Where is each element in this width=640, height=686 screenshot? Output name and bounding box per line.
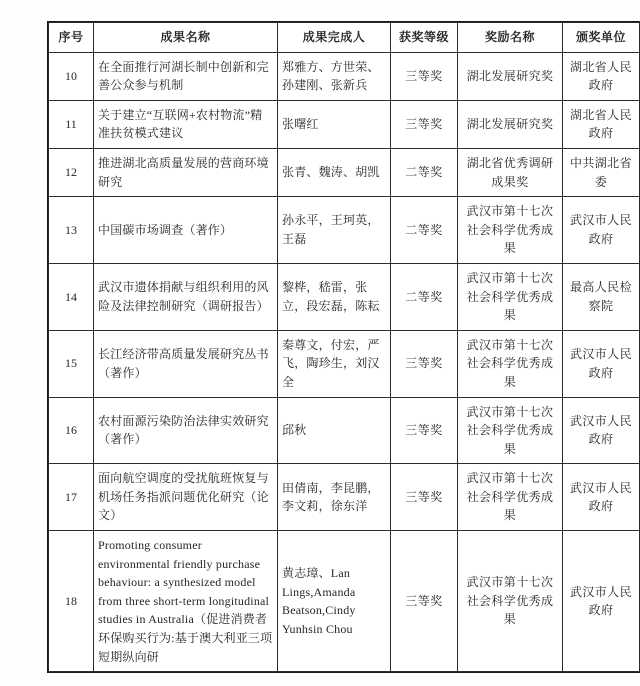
cell-sequence: 18 — [49, 531, 94, 672]
cell-sequence: 10 — [49, 52, 94, 100]
cell-sequence: 15 — [49, 330, 94, 397]
cell-sequence: 11 — [49, 100, 94, 148]
cell-authors: 秦尊文，付宏，严飞，陶珍生，刘汉全 — [278, 330, 391, 397]
column-header-grade: 获奖等级 — [391, 23, 458, 53]
cell-authors: 黎桦，嵇雷，张立，段宏磊，陈耘 — [278, 263, 391, 330]
table-row — [49, 197, 640, 264]
table-row — [49, 397, 640, 464]
column-header-title: 成果名称 — [94, 23, 278, 53]
table-row — [49, 330, 640, 397]
table-row — [49, 100, 640, 148]
column-header-award: 奖励名称 — [458, 23, 563, 53]
cell-award: 武汉市第十七次社会科学优秀成果 — [458, 464, 563, 531]
cell-sequence: 16 — [49, 397, 94, 464]
cell-title: 农村面源污染防治法律实效研究（著作） — [94, 397, 278, 464]
cell-award: 武汉市第十七次社会科学优秀成果 — [458, 197, 563, 264]
cell-organization: 武汉市人民政府 — [563, 464, 640, 531]
cell-authors: 张青、魏涛、胡凯 — [278, 148, 391, 196]
cell-sequence: 17 — [49, 464, 94, 531]
cell-award: 武汉市第十七次社会科学优秀成果 — [458, 397, 563, 464]
table-header — [49, 23, 640, 53]
cell-authors: 田倩南，李昆鹏，李文莉，徐东洋 — [278, 464, 391, 531]
column-header-sequence: 序号 — [49, 23, 94, 53]
cell-authors: 张曙红 — [278, 100, 391, 148]
award-results-table — [48, 22, 640, 672]
cell-grade: 三等奖 — [391, 531, 458, 672]
column-header-organization: 颁奖单位 — [563, 23, 640, 53]
cell-title: 在全面推行河湖长制中创新和完善公众参与机制 — [94, 52, 278, 100]
cell-authors: 孙永平，王珂英，王磊 — [278, 197, 391, 264]
cell-grade: 二等奖 — [391, 148, 458, 196]
column-header-authors: 成果完成人 — [278, 23, 391, 53]
table-row — [49, 52, 640, 100]
cell-authors: 邱秋 — [278, 397, 391, 464]
cell-award: 湖北发展研究奖 — [458, 100, 563, 148]
cell-organization: 湖北省人民政府 — [563, 52, 640, 100]
cell-award: 武汉市第十七次社会科学优秀成果 — [458, 531, 563, 672]
cell-authors: 黄志璋、Lan Lings,Amanda Beatson,Cindy Yunhsin Chou — [278, 531, 391, 672]
cell-title: 推进湖北高质量发展的营商环境研究 — [94, 148, 278, 196]
cell-title: 武汉市遗体捐献与组织利用的风险及法律控制研究（调研报告） — [94, 263, 278, 330]
cell-title: 中国碳市场调查（著作） — [94, 197, 278, 264]
cell-award: 湖北省优秀调研成果奖 — [458, 148, 563, 196]
table-row — [49, 531, 640, 672]
cell-grade: 三等奖 — [391, 52, 458, 100]
table-row — [49, 148, 640, 196]
cell-title: 关于建立“互联网+农村物流”精准扶贫模式建议 — [94, 100, 278, 148]
cell-title: 长江经济带高质量发展研究丛书（著作） — [94, 330, 278, 397]
cell-grade: 三等奖 — [391, 397, 458, 464]
cell-grade: 三等奖 — [391, 464, 458, 531]
table-body — [49, 52, 640, 672]
cell-award: 武汉市第十七次社会科学优秀成果 — [458, 263, 563, 330]
cell-authors: 郑雅方、方世荣、孙建刚、张新兵 — [278, 52, 391, 100]
table-row — [49, 464, 640, 531]
cell-sequence: 13 — [49, 197, 94, 264]
cell-organization: 武汉市人民政府 — [563, 197, 640, 264]
cell-sequence: 14 — [49, 263, 94, 330]
cell-organization: 武汉市人民政府 — [563, 330, 640, 397]
cell-organization: 武汉市人民政府 — [563, 397, 640, 464]
cell-grade: 三等奖 — [391, 330, 458, 397]
cell-grade: 三等奖 — [391, 100, 458, 148]
cell-grade: 二等奖 — [391, 197, 458, 264]
cell-title: Promoting consumer environmental friendly purchase behaviour: a synthesized model from three short-term longitudinal studies in Australia（促进消费者环保购买行为:基于澳大利亚三项短期纵向研 — [94, 531, 278, 672]
cell-organization: 中共湖北省委 — [563, 148, 640, 196]
cell-grade: 二等奖 — [391, 263, 458, 330]
table-row — [49, 263, 640, 330]
cell-award: 湖北发展研究奖 — [458, 52, 563, 100]
cell-organization: 武汉市人民政府 — [563, 531, 640, 672]
cell-sequence: 12 — [49, 148, 94, 196]
cell-organization: 最高人民检察院 — [563, 263, 640, 330]
award-table-container — [48, 22, 632, 672]
cell-title: 面向航空调度的受扰航班恢复与机场任务指派问题优化研究（论文） — [94, 464, 278, 531]
table-header-row — [49, 23, 640, 53]
cell-award: 武汉市第十七次社会科学优秀成果 — [458, 330, 563, 397]
cell-organization: 湖北省人民政府 — [563, 100, 640, 148]
